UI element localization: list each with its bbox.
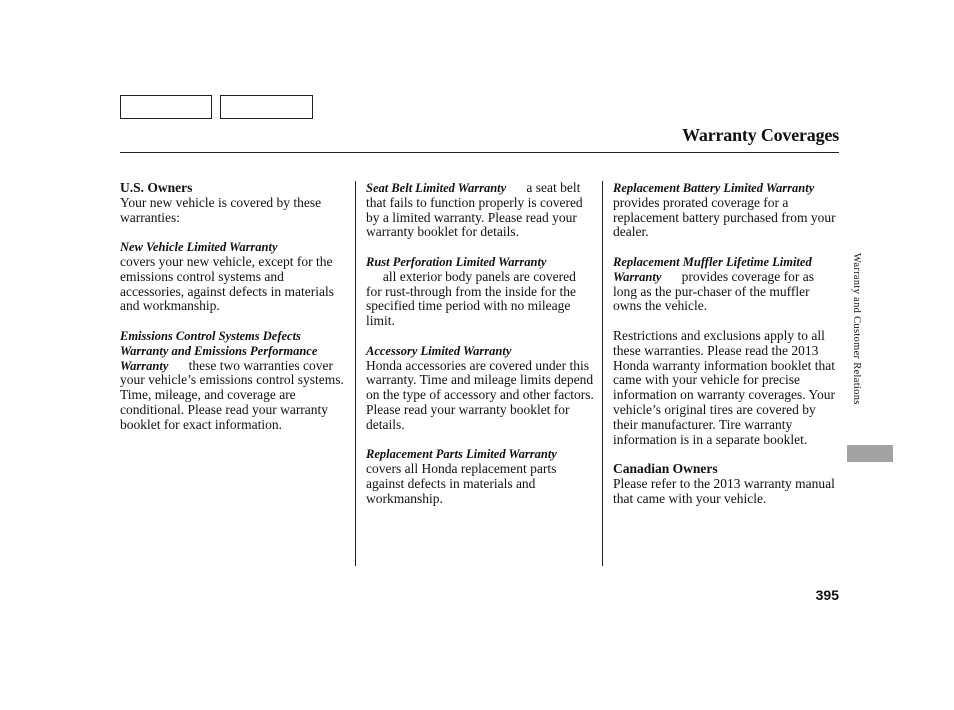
new-vehicle-warranty-paragraph xyxy=(120,240,348,314)
nav-box-left[interactable] xyxy=(120,95,212,119)
page-number: 395 xyxy=(815,587,839,603)
battery-warranty-paragraph xyxy=(613,181,841,240)
accessory-warranty-title: Accessory Limited Warranty xyxy=(366,343,512,358)
header-divider xyxy=(120,152,839,153)
us-owners-section xyxy=(120,181,348,225)
rust-warranty-title: Rust Perforation Limited Warranty xyxy=(366,254,547,269)
muffler-warranty-paragraph xyxy=(613,255,841,314)
canadian-owners-text: Please refer to the 2013 warranty manual that came with your vehicle. xyxy=(613,475,835,506)
section-tab[interactable] xyxy=(847,445,893,462)
emissions-warranty-paragraph xyxy=(120,329,348,433)
new-vehicle-warranty-text: covers your new vehicle, except for the emissions control systems and accessories, against defects in materials and workmanship. xyxy=(120,253,335,314)
us-owners-intro: Your new vehicle is covered by these warranties: xyxy=(120,194,322,225)
muffler-warranty-title: Replacement Muffler Lifetime Limited Warranty xyxy=(613,254,812,284)
column-divider-2 xyxy=(602,181,603,566)
rust-warranty-text: all exterior body panels are covered for rust-through from the inside for the specified time period with no mileage limit. xyxy=(366,268,576,329)
replacement-parts-warranty-paragraph xyxy=(366,447,594,506)
section-side-label: Warranty and Customer Relations xyxy=(851,253,862,405)
canadian-owners-section xyxy=(613,462,841,506)
accessory-warranty-text: Honda accessories are covered under this warranty. Time and mileage limits depend on the type of accessory and other factors. Please read your warranty booklet for details. xyxy=(366,357,594,432)
emissions-warranty-title: Emissions Control Systems Defects Warranty and Emissions Performance Warranty xyxy=(120,328,318,373)
column-1 xyxy=(120,181,348,447)
canadian-owners-heading: Canadian Owners xyxy=(613,461,718,477)
rust-warranty-paragraph xyxy=(366,255,594,329)
column-3 xyxy=(613,181,841,521)
replacement-parts-warranty-text: covers all Honda replacement parts against defects in materials and workmanship. xyxy=(366,461,557,506)
emissions-warranty-text: these two warranties cover your vehicle’s emissions control systems. Time, mileage, and coverage are conditional. Please read your warranty booklet for exact information. xyxy=(120,357,344,432)
us-owners-heading: U.S. Owners xyxy=(120,180,193,195)
seat-belt-warranty-title: Seat Belt Limited Warranty xyxy=(366,181,507,195)
column-2 xyxy=(366,181,594,521)
page-title: Warranty Coverages xyxy=(682,125,839,145)
restrictions-paragraph: Restrictions and exclusions apply to all these warranties. Please read the 2013 Honda warranty information booklet that came with your vehicle for precise information on warranty coverages. Your vehicle’s original tires are covered by their manufacturer. Tire warranty information is in a separate booklet. xyxy=(613,327,835,447)
battery-warranty-text: provides prorated coverage for a replacement battery purchased from your dealer. xyxy=(613,194,836,240)
nav-box-right[interactable] xyxy=(220,95,313,119)
column-divider-1 xyxy=(355,181,356,566)
seat-belt-warranty-paragraph xyxy=(366,181,594,240)
muffler-warranty-text: provides coverage for as long as the pur-chaser of the muffler owns the vehicle. xyxy=(613,268,814,314)
seat-belt-warranty-text: a seat belt that fails to function properly is covered by a limited warranty. Please read your warranty booklet for details. xyxy=(366,180,583,240)
accessory-warranty-paragraph xyxy=(366,344,594,433)
battery-warranty-title: Replacement Battery Limited Warranty xyxy=(613,181,815,195)
new-vehicle-warranty-title: New Vehicle Limited Warranty xyxy=(120,240,278,255)
replacement-parts-warranty-title: Replacement Parts Limited Warranty xyxy=(366,447,557,462)
